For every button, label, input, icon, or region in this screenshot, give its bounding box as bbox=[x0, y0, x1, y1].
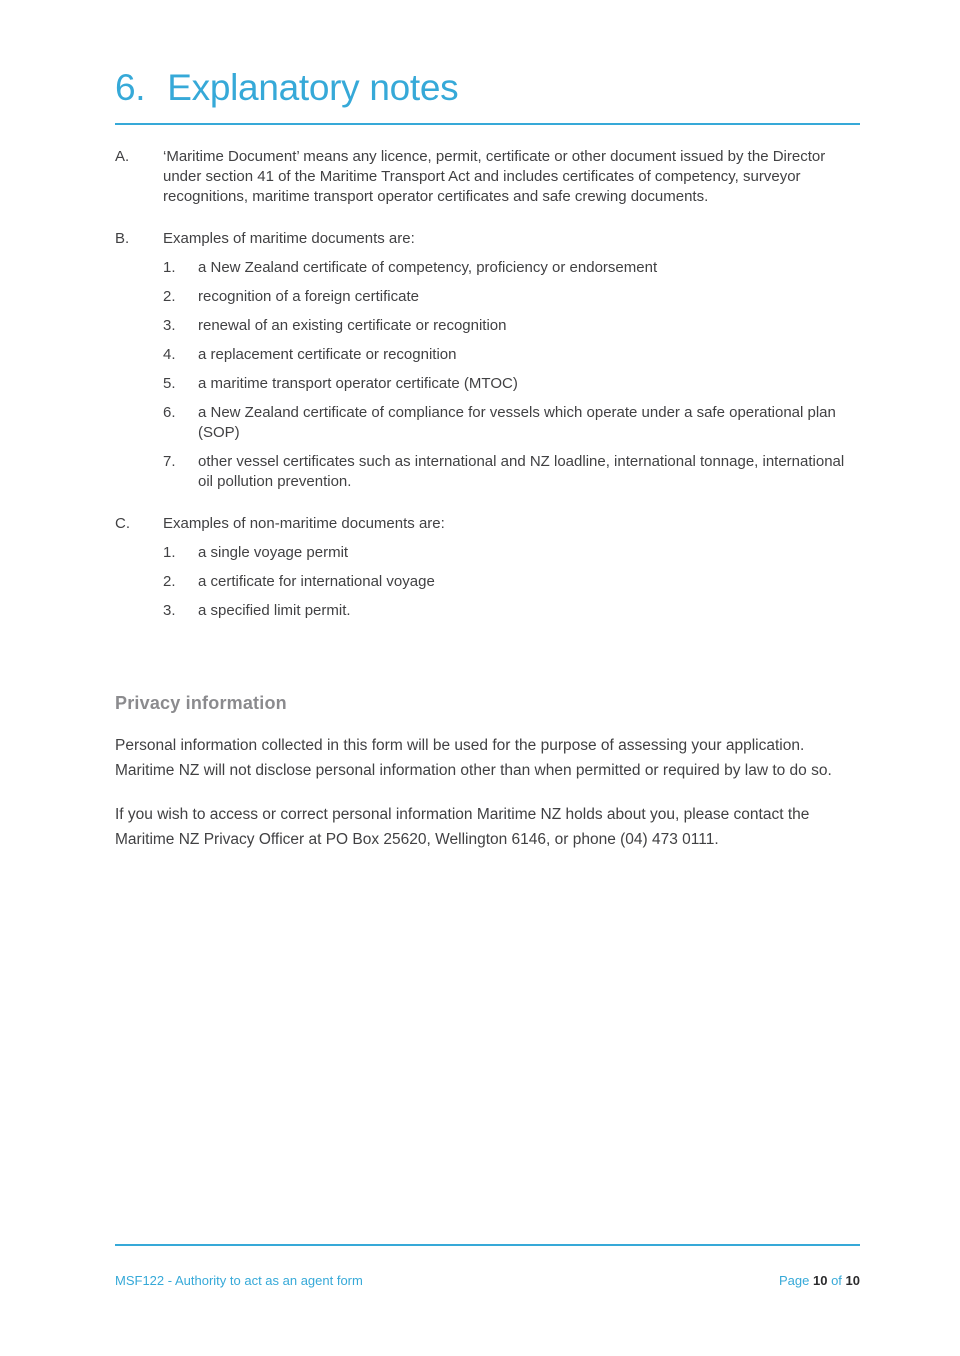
note-label-c: C. bbox=[115, 514, 130, 532]
list-item-number: 4. bbox=[163, 345, 176, 363]
list-item-text: a single voyage permit bbox=[198, 543, 349, 561]
page-footer bbox=[115, 1244, 860, 1288]
note-intro-c: Examples of non-maritime documents are: bbox=[163, 514, 445, 532]
footer-page-label: Page bbox=[778, 1273, 810, 1288]
list-item-number: 3. bbox=[163, 601, 176, 619]
explanatory-notes-section bbox=[115, 147, 860, 621]
list-item-number: 7. bbox=[163, 452, 176, 470]
list-item-text: a certificate for international voyage bbox=[198, 572, 435, 590]
list-item-text: a New Zealand certificate of competency, proficiency or endorsement bbox=[198, 258, 658, 276]
list-item bbox=[163, 543, 860, 563]
list-item-text: a specified limit permit. bbox=[198, 601, 351, 619]
note-text-a: ‘Maritime Document’ means any licence, permit, certificate or other document issued by the Director under section 41 of the Maritime Transport Act and includes certificates of competency, surveyor recognitions, maritime transport operator certificates and safe crewing documents. bbox=[163, 147, 826, 205]
footer-page-number: 10 bbox=[812, 1273, 828, 1288]
list-item-number: 2. bbox=[163, 287, 176, 305]
list-item bbox=[163, 258, 860, 278]
list-item bbox=[163, 287, 860, 307]
list-item bbox=[163, 374, 860, 394]
note-item-b bbox=[115, 229, 860, 492]
list-item-text: other vessel certificates such as international and NZ loadline, international tonnage, international oil pollution prevention. bbox=[198, 452, 845, 490]
list-item bbox=[163, 572, 860, 592]
list-item bbox=[163, 316, 860, 336]
list-item bbox=[163, 601, 860, 621]
footer-page-total: 10 bbox=[845, 1273, 860, 1288]
footer-form-id: MSF122 - Authority to act as an agent form bbox=[115, 1273, 363, 1288]
note-label-a: A. bbox=[115, 147, 130, 165]
note-body-b bbox=[163, 229, 860, 492]
privacy-section bbox=[115, 693, 860, 852]
note-item-a bbox=[115, 147, 860, 207]
list-item bbox=[163, 452, 860, 492]
list-item bbox=[163, 345, 860, 365]
list-item bbox=[163, 403, 860, 443]
list-item-number: 6. bbox=[163, 403, 176, 421]
privacy-paragraph-2: If you wish to access or correct personal information Maritime NZ holds about you, please contact the Maritime NZ Privacy Officer at PO Box 25620, Wellington 6146, or phone (04) 473 0111. bbox=[115, 805, 810, 848]
list-item-number: 5. bbox=[163, 374, 176, 392]
section-number: 6. bbox=[115, 67, 146, 108]
privacy-heading: Privacy information bbox=[115, 692, 287, 713]
list-item-number: 2. bbox=[163, 572, 176, 590]
list-item-text: a New Zealand certificate of compliance for vessels which operate under a safe operational plan (SOP) bbox=[198, 403, 836, 441]
note-intro-b: Examples of maritime documents are: bbox=[163, 229, 415, 247]
note-body-c bbox=[163, 514, 860, 621]
footer-page-indicator bbox=[779, 1273, 860, 1288]
footer-of-label: of bbox=[831, 1273, 842, 1288]
list-item-number: 1. bbox=[163, 258, 176, 276]
privacy-paragraph-1: Personal information collected in this form will be used for the purpose of assessing your application. Maritime NZ will not disclose personal information other than when permitted or required by law to do so. bbox=[115, 736, 832, 779]
note-item-c bbox=[115, 514, 860, 621]
list-item-text: a replacement certificate or recognition bbox=[198, 345, 457, 363]
list-item-number: 3. bbox=[163, 316, 176, 334]
section-title-text: Explanatory notes bbox=[167, 67, 459, 108]
note-body-a bbox=[163, 147, 860, 207]
section-title bbox=[115, 68, 860, 125]
note-label-b: B. bbox=[115, 229, 130, 247]
list-item-text: recognition of a foreign certificate bbox=[198, 287, 419, 305]
list-item-number: 1. bbox=[163, 543, 176, 561]
list-item-text: a maritime transport operator certificate (MTOC) bbox=[198, 374, 518, 392]
list-item-text: renewal of an existing certificate or recognition bbox=[198, 316, 507, 334]
